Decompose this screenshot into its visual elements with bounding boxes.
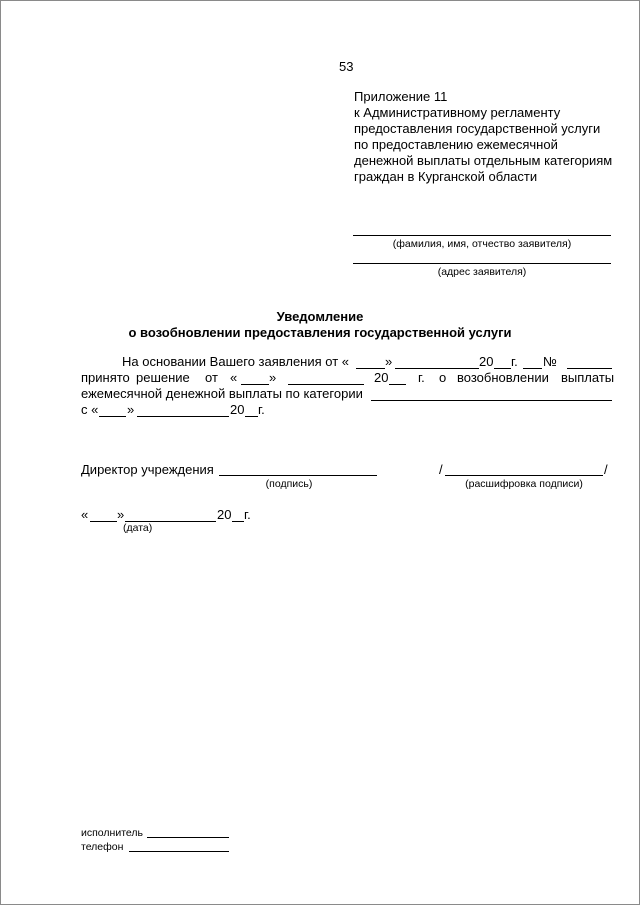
body-text: « [230, 370, 238, 385]
body-text: возобновлении [457, 370, 549, 385]
date-year-suffix: г. [244, 507, 251, 522]
body-text: принято [81, 370, 130, 385]
fill-line-month [288, 384, 364, 385]
body-text: г. [258, 402, 265, 417]
fill-line-day [90, 521, 117, 522]
fill-line-year [494, 368, 511, 369]
body-text: г. [511, 354, 518, 369]
phone-label: телефон [81, 841, 124, 853]
director-label: Директор учреждения [81, 462, 214, 477]
signature-caption: (подпись) [265, 478, 313, 490]
fill-line-day [356, 368, 385, 369]
appendix-line: предоставления государственной услуги [354, 121, 601, 136]
fill-line-day [241, 384, 269, 385]
slash-right: / [604, 462, 608, 477]
applicant-name-caption: (фамилия, имя, отчество заявителя) [392, 238, 572, 250]
fill-line-year [245, 416, 258, 417]
page-number: 53 [339, 59, 354, 74]
fill-line-year [389, 384, 406, 385]
fill-line-number [567, 368, 612, 369]
document-heading: Уведомление [276, 309, 364, 324]
executor-line [147, 837, 229, 838]
appendix-line: денежной выплаты отдельным категориям [354, 153, 613, 168]
applicant-address-caption: (адрес заявителя) [437, 266, 527, 278]
fill-line-month [395, 368, 479, 369]
signature-line [219, 475, 377, 476]
body-text: от [205, 370, 218, 385]
date-open-quote: « [81, 507, 89, 522]
fill-line-year [232, 521, 244, 522]
body-text: 20 [479, 354, 494, 369]
body-text: г. [418, 370, 425, 385]
body-text: с « [81, 402, 99, 417]
applicant-address-line [353, 263, 611, 264]
appendix-line: граждан в Курганской области [354, 169, 538, 184]
slash-left: / [439, 462, 443, 477]
applicant-name-line [353, 235, 611, 236]
body-text: выплаты [561, 370, 615, 385]
phone-line [129, 851, 229, 852]
body-text: На основании Вашего заявления от « [122, 354, 350, 369]
date-close-quote: » [117, 507, 125, 522]
body-text: ежемесячной денежной выплаты по категории [81, 386, 363, 401]
body-text: 20 [374, 370, 389, 385]
body-text: решение [136, 370, 190, 385]
fill-line-day [99, 416, 126, 417]
appendix-line: к Административному регламенту [354, 105, 561, 120]
body-text: № [543, 354, 557, 369]
date-year-prefix: 20 [217, 507, 232, 522]
decoding-caption: (расшифровка подписи) [465, 478, 583, 490]
decoding-line [445, 475, 603, 476]
body-text: » [269, 370, 277, 385]
date-caption: (дата) [123, 522, 153, 534]
fill-line-category [371, 400, 612, 401]
fill-line-month [137, 416, 229, 417]
body-text: о [439, 370, 447, 385]
body-text: 20 [230, 402, 245, 417]
document-subheading: о возобновлении предоставления государственной услуги [128, 325, 512, 340]
appendix-title: Приложение 11 [354, 89, 448, 104]
appendix-line: по предоставлению ежемесячной [354, 137, 558, 152]
executor-label: исполнитель [81, 827, 143, 839]
body-text: » [127, 402, 135, 417]
fill-line [523, 368, 542, 369]
body-text: » [385, 354, 393, 369]
